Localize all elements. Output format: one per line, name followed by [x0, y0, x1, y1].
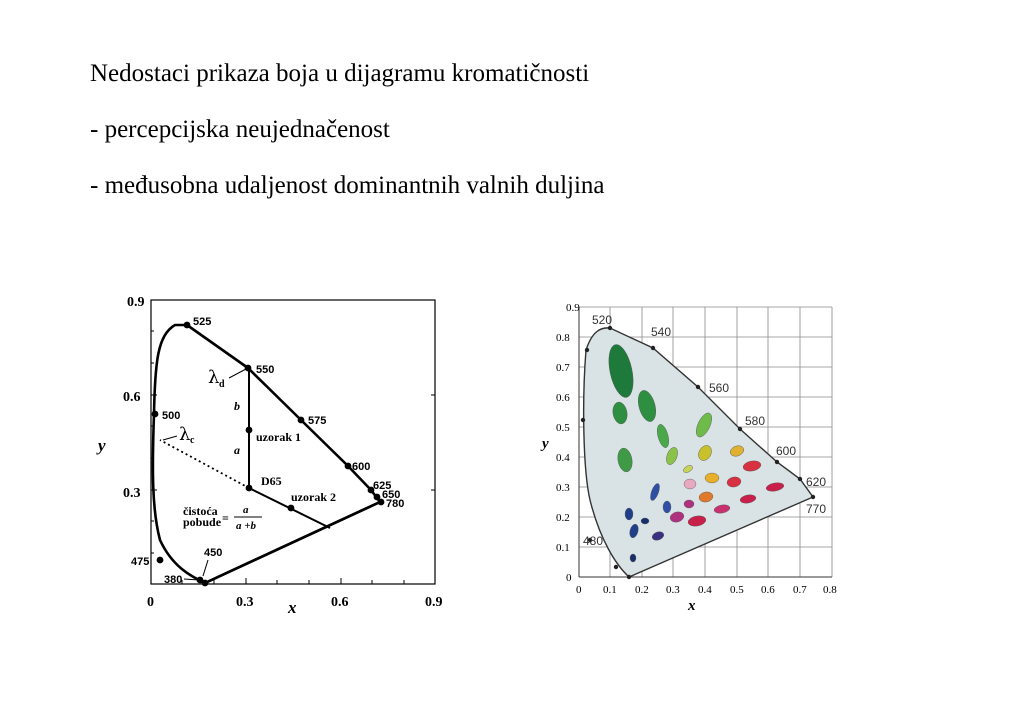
lambda-c-symbol: λ	[179, 424, 191, 445]
wl-575: 575	[308, 415, 327, 427]
segment-b-label: b	[234, 399, 240, 413]
right-x-tick-0.6: 0.6	[761, 584, 775, 596]
right-x-axis-label: x	[688, 598, 696, 614]
wl-525: 525	[193, 316, 212, 328]
lambda-d-symbol: λ	[208, 367, 220, 388]
sample2-label: uzorak 2	[291, 490, 336, 504]
left-chromaticity-diagram	[96, 295, 443, 617]
left-x-tick-0.3: 0.3	[236, 595, 254, 610]
segment-a-label: a	[234, 443, 240, 457]
wl-625: 625	[373, 480, 392, 492]
right-x-tick-0.8: 0.8	[823, 584, 837, 596]
right-x-tick-0: 0	[576, 584, 582, 596]
slide-title: Nedostaci prikaza boja u dijagramu kromatičnosti	[90, 60, 590, 87]
right-y-tick-0.1: 0.1	[556, 542, 570, 554]
wl-650: 650	[382, 489, 401, 501]
right-wl-540: 540	[651, 325, 672, 339]
left-y-axis-label: y	[98, 436, 106, 455]
right-y-tick-0.6: 0.6	[556, 392, 570, 404]
right-y-tick-0.8: 0.8	[556, 332, 570, 344]
wl-550: 550	[256, 364, 275, 376]
left-y-tick-0.6: 0.6	[123, 390, 141, 405]
right-y-tick-0.9: 0.9	[566, 302, 580, 314]
purity-label-line2: pobude	[183, 515, 222, 529]
wl-450: 450	[204, 547, 223, 559]
purity-label-line1: čistoća	[183, 504, 218, 518]
right-y-tick-0.7: 0.7	[556, 362, 570, 374]
right-wl-560: 560	[709, 381, 730, 395]
right-y-tick-0.3: 0.3	[556, 482, 570, 494]
right-x-tick-0.2: 0.2	[635, 584, 649, 596]
purple-line	[205, 502, 380, 583]
wl-600: 600	[352, 461, 371, 473]
sample1-label: uzorak 1	[256, 430, 301, 444]
right-wl-600: 600	[776, 444, 797, 458]
left-y-tick-0.9: 0.9	[127, 295, 145, 310]
right-x-tick-0.5: 0.5	[730, 584, 744, 596]
purity-numerator: a	[243, 504, 249, 516]
left-x-axis-label: x	[288, 598, 297, 617]
right-x-tick-0.1: 0.1	[603, 584, 617, 596]
right-x-tick-0.3: 0.3	[666, 584, 680, 596]
right-y-tick-0: 0	[566, 572, 572, 584]
lambda-d-arrow	[229, 369, 246, 378]
right-y-tick-0.2: 0.2	[556, 512, 570, 524]
bullet-wavelength-distance: - međusobna udaljenost dominantnih valnih duljina	[90, 172, 605, 199]
wl-450-pointer	[203, 560, 208, 576]
right-x-tick-0.7: 0.7	[793, 584, 807, 596]
bullet-perceptual-nonuniformity: - percepcijska neujednačenost	[90, 116, 390, 143]
left-x-tick-0.9: 0.9	[425, 595, 443, 610]
wl-500: 500	[162, 410, 181, 422]
wl-380: 380	[164, 574, 183, 586]
left-x-tick-0.6: 0.6	[331, 595, 349, 610]
right-wl-480: 480	[583, 534, 604, 548]
wl-780: 780	[386, 498, 405, 510]
white-point-label: D65	[261, 474, 282, 488]
right-x-tick-0.4: 0.4	[698, 584, 712, 596]
lambda-c-arrow	[163, 436, 177, 440]
right-wl-620: 620	[806, 475, 827, 489]
purity-equals: =	[222, 511, 229, 525]
right-chromaticity-diagram	[540, 302, 837, 614]
right-y-tick-0.4: 0.4	[556, 452, 570, 464]
left-x-tick-0: 0	[147, 595, 154, 610]
lambda-c-subscript: c	[190, 435, 195, 446]
right-wl-520: 520	[592, 313, 613, 327]
right-y-tick-0.5: 0.5	[556, 422, 570, 434]
lambda-d-subscript: d	[219, 379, 225, 390]
right-y-axis-label: y	[542, 436, 549, 452]
right-wl-580: 580	[745, 414, 766, 428]
left-y-tick-0.3: 0.3	[123, 486, 141, 501]
right-wl-770: 770	[806, 502, 827, 516]
purity-denominator: a +b	[236, 520, 257, 532]
wl-475: 475	[131, 556, 150, 568]
